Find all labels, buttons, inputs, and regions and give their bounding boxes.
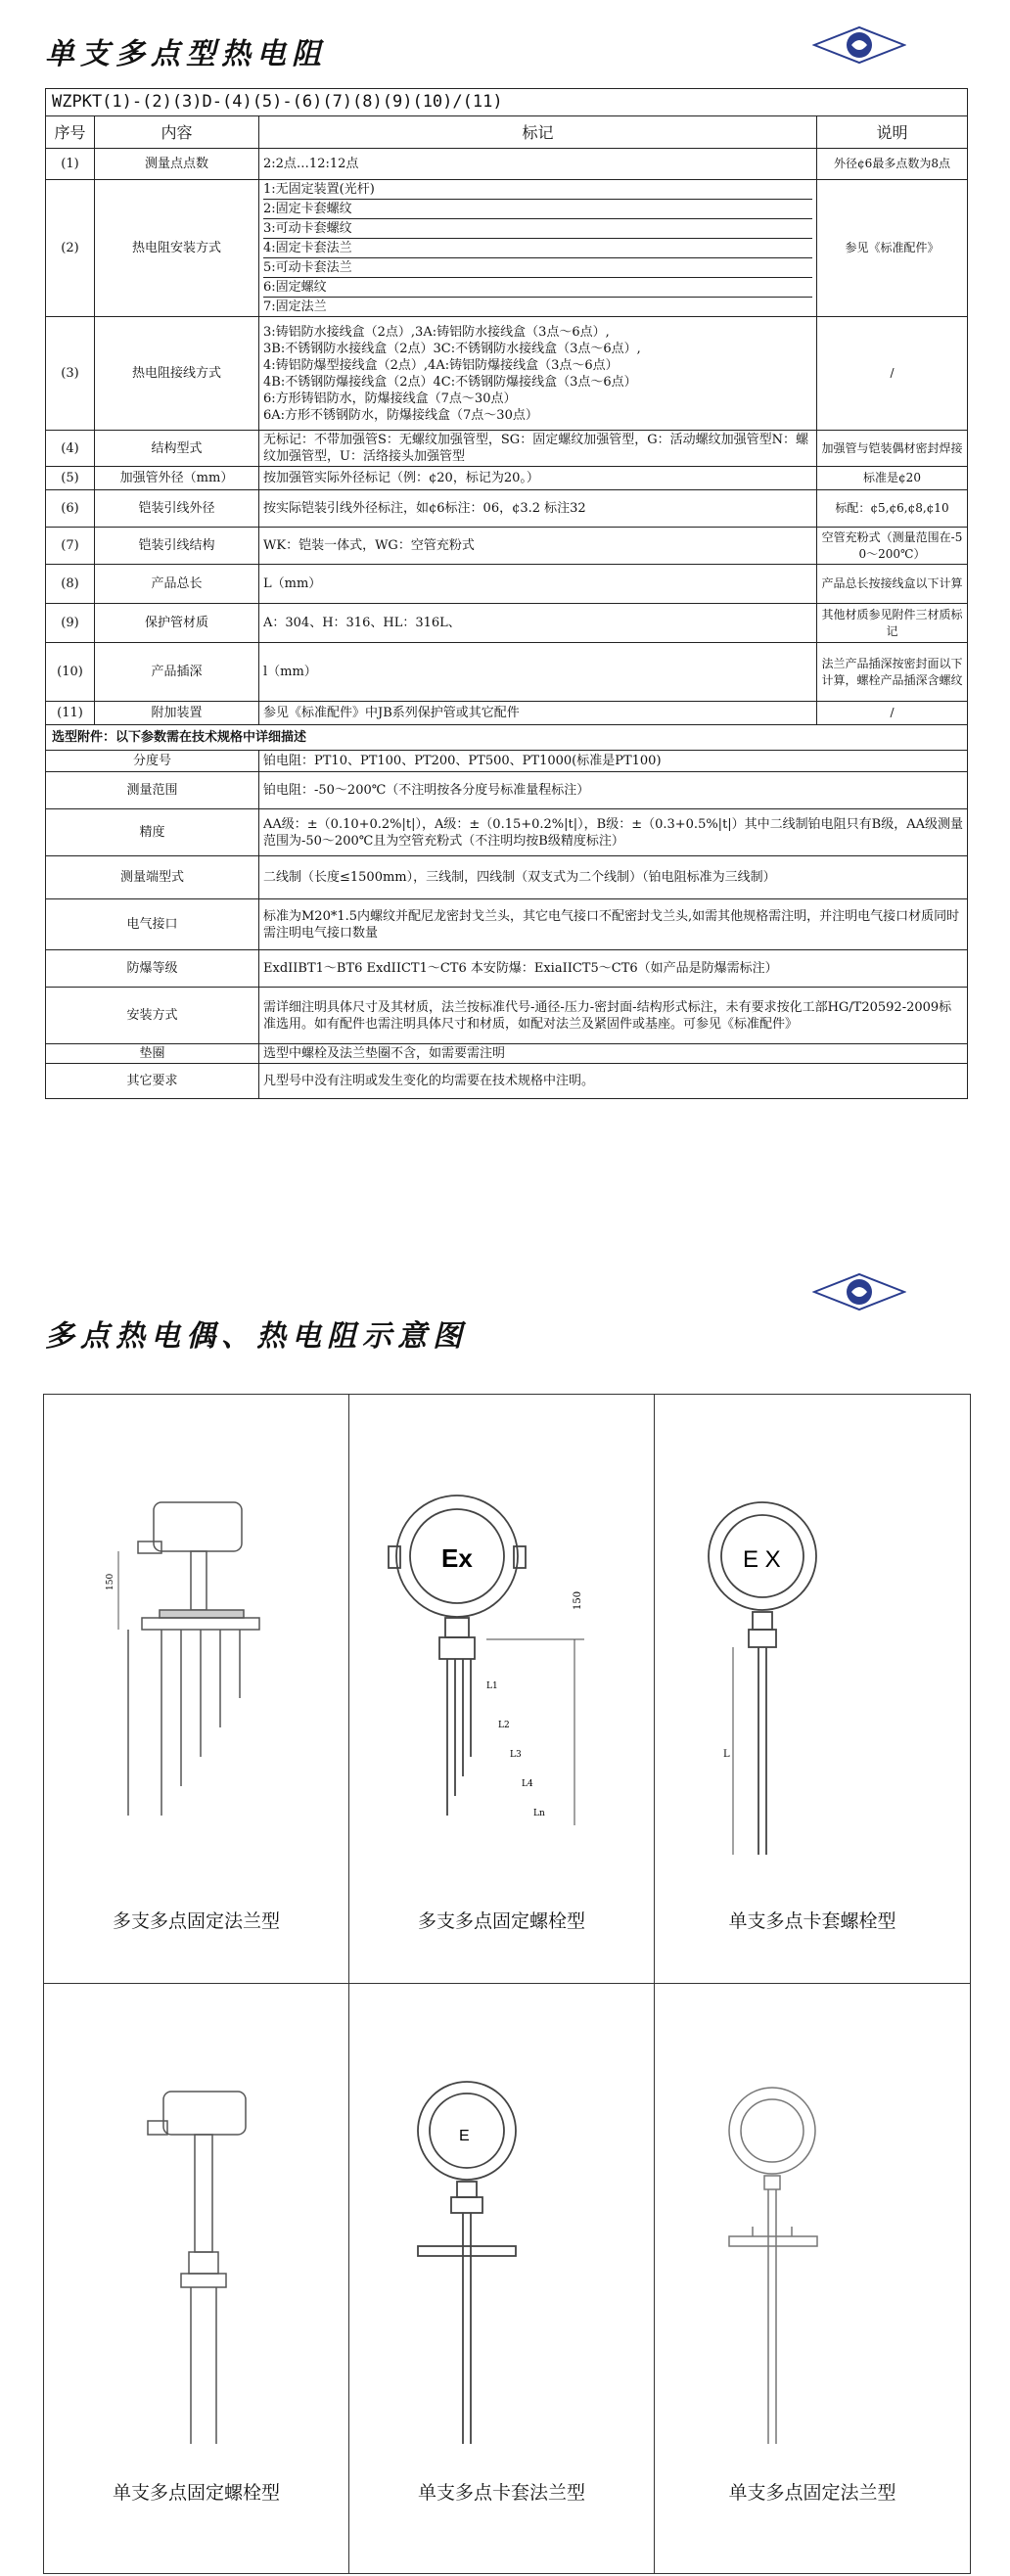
single-fixed-bolt-drawing bbox=[44, 1984, 349, 2493]
spec-mark-line: 3:铸铝防水接线盒（2点）,3A:铸铝防水接线盒（3点～6点）, bbox=[263, 324, 610, 340]
spec-row bbox=[46, 565, 968, 604]
page-title: 单支多点型热电阻 bbox=[45, 37, 327, 71]
spec-note: 参见《标准配件》 bbox=[817, 180, 968, 317]
caption-6: 单支多点固定法兰型 bbox=[728, 2482, 896, 2504]
spec-content: 产品插深 bbox=[95, 643, 259, 702]
brand-logo-2 bbox=[812, 1272, 906, 1311]
selection-value: AA级：±（0.10+0.2%|t|），A级：±（0.15+0.2%|t|），B级：±（0.3+0.5%|t|）其中二线制铂电阻只有B级，AA级测量范围为-50～200℃且为空管充粉式（不注明均按B级精度标注） bbox=[259, 809, 968, 856]
selection-row bbox=[46, 988, 968, 1044]
diagram-title: 多点热电偶、热电阻示意图 bbox=[45, 1319, 468, 1354]
selection-label: 其它要求 bbox=[46, 1064, 259, 1099]
caption-4: 单支多点固定螺栓型 bbox=[112, 2482, 280, 2504]
col-header-no: 序号 bbox=[46, 116, 95, 149]
spec-mark-line: A：304、H：316、HL：316L、 bbox=[263, 616, 461, 630]
spec-marks bbox=[259, 180, 817, 317]
spec-note: / bbox=[817, 702, 968, 725]
spec-row bbox=[46, 490, 968, 528]
dim-label-L: L bbox=[723, 1749, 730, 1760]
selection-table bbox=[45, 724, 968, 1099]
spec-no: (9) bbox=[46, 604, 95, 643]
selection-value: 铂电阻：PT10、PT100、PT200、PT500、PT1000(标准是PT100) bbox=[259, 751, 968, 772]
spec-mark-line: l（mm） bbox=[263, 665, 317, 679]
selection-value: 铂电阻：-50～200℃（不注明按各分度号标准量程标注） bbox=[259, 772, 968, 809]
diagram-cell-5 bbox=[349, 1984, 655, 2573]
selection-row bbox=[46, 856, 968, 899]
spec-mark-line: 4B:不锈钢防爆接线盒（2点）4C:不锈钢防爆接线盒（3点～6点） bbox=[263, 374, 637, 390]
model-code: WZPKT(1)-(2)(3)D-(4)(5)-(6)(7)(8)(9)(10)/(11) bbox=[46, 89, 968, 116]
caption-3: 单支多点卡套螺栓型 bbox=[728, 1910, 896, 1932]
spec-table bbox=[45, 88, 968, 725]
single-ferrule-flange-drawing bbox=[349, 1984, 655, 2493]
col-header-content: 内容 bbox=[95, 116, 259, 149]
selection-title: 选型附件：以下参数需在技术规格中详细描述 bbox=[46, 725, 968, 751]
spec-mark-line: 1:无固定装置(光杆) bbox=[263, 180, 812, 200]
ex-mark-3: E bbox=[459, 2128, 470, 2144]
selection-label: 分度号 bbox=[46, 751, 259, 772]
selection-row bbox=[46, 772, 968, 809]
spec-row bbox=[46, 643, 968, 702]
dim-label-L4: L4 bbox=[522, 1779, 533, 1789]
spec-mark-line: 5:可动卡套法兰 bbox=[263, 258, 812, 278]
dim-label-L1: L1 bbox=[486, 1681, 498, 1691]
selection-row bbox=[46, 950, 968, 988]
caption-5: 单支多点卡套法兰型 bbox=[417, 2482, 585, 2504]
spec-content: 热电阻接线方式 bbox=[95, 317, 259, 431]
col-header-note: 说明 bbox=[817, 116, 968, 149]
spec-no: (2) bbox=[46, 180, 95, 317]
spec-mark-line: WK：铠装一体式，WG：空管充粉式 bbox=[263, 538, 475, 553]
spec-marks bbox=[259, 643, 817, 702]
selection-value: 二线制（长度≤1500mm），三线制，四线制（双支式为二个线制）（铂电阻标准为三线制） bbox=[259, 856, 968, 899]
spec-note: 加强管与铠装偶材密封焊接 bbox=[817, 431, 968, 467]
selection-row bbox=[46, 809, 968, 856]
selection-row bbox=[46, 751, 968, 772]
spec-content: 产品总长 bbox=[95, 565, 259, 604]
spec-mark-line: 7:固定法兰 bbox=[263, 299, 327, 314]
dim-label-L3: L3 bbox=[510, 1750, 522, 1760]
spec-marks bbox=[259, 317, 817, 431]
spec-note: 法兰产品插深按密封面以下计算，螺栓产品插深含螺纹 bbox=[817, 643, 968, 702]
spec-no: (6) bbox=[46, 490, 95, 528]
spec-no: (5) bbox=[46, 467, 95, 490]
selection-label: 测量范围 bbox=[46, 772, 259, 809]
selection-label: 测量端型式 bbox=[46, 856, 259, 899]
spec-row bbox=[46, 431, 968, 467]
spec-marks bbox=[259, 149, 817, 180]
spec-mark-line: 无标记：不带加强管S：无螺纹加强管型，SG：固定螺纹加强管型，G：活动螺纹加强管型N：螺纹加强管型，U：活络接头加强管型 bbox=[263, 433, 808, 464]
spec-row bbox=[46, 180, 968, 317]
spec-note: 外径¢6最多点数为8点 bbox=[817, 149, 968, 180]
selection-value: ExdIIBT1～BT6 ExdIICT1～CT6 本安防爆：ExiaIICT5～CT6（如产品是防爆需标注） bbox=[259, 950, 968, 988]
selection-value: 需详细注明具体尺寸及其材质，法兰按标准代号-通径-压力-密封面-结构形式标注，未有要求按化工部HG/T20592-2009标准选用。如有配件也需注明具体尺寸和材质，如配对法兰及紧固件或基座。可参见《标准配件》 bbox=[259, 988, 968, 1044]
caption-1: 多支多点固定法兰型 bbox=[112, 1910, 280, 1932]
spec-content: 热电阻安装方式 bbox=[95, 180, 259, 317]
spec-content: 测量点点数 bbox=[95, 149, 259, 180]
spec-mark-line: 6A:方形不锈钢防水，防爆接线盒（7点～30点） bbox=[263, 407, 538, 423]
selection-row bbox=[46, 1064, 968, 1099]
spec-marks bbox=[259, 467, 817, 490]
spec-note: 空管充粉式（测量范围在-50～200℃） bbox=[817, 528, 968, 565]
selection-value: 标准为M20*1.5内螺纹并配尼龙密封戈兰头，其它电气接口不配密封戈兰头,如需其他规格需注明，并注明电气接口材质同时需注明电气接口数量 bbox=[259, 899, 968, 950]
spec-row bbox=[46, 317, 968, 431]
selection-label: 垫圈 bbox=[46, 1044, 259, 1064]
spec-row bbox=[46, 702, 968, 725]
dim-label-150b: 150 bbox=[573, 1590, 583, 1610]
spec-marks bbox=[259, 565, 817, 604]
spec-content: 保护管材质 bbox=[95, 604, 259, 643]
spec-mark-line: 2:2点…12:12点 bbox=[263, 157, 359, 171]
dim-label-Ln: Ln bbox=[533, 1809, 545, 1818]
spec-marks bbox=[259, 431, 817, 467]
spec-note: / bbox=[817, 317, 968, 431]
diagram-cell-4 bbox=[44, 1984, 349, 2573]
selection-label: 电气接口 bbox=[46, 899, 259, 950]
diagram-grid bbox=[43, 1394, 971, 2574]
spec-row bbox=[46, 528, 968, 565]
ex-mark-2: E X bbox=[743, 1546, 781, 1573]
spec-mark-line: 6:方形铸铝防水，防爆接线盒（7点～30点） bbox=[263, 391, 517, 406]
selection-row bbox=[46, 1044, 968, 1064]
spec-note: 其他材质参见附件三材质标记 bbox=[817, 604, 968, 643]
diagram-cell-2 bbox=[349, 1395, 655, 1984]
spec-marks bbox=[259, 490, 817, 528]
spec-note: 产品总长按接线盒以下计算 bbox=[817, 565, 968, 604]
selection-row bbox=[46, 899, 968, 950]
spec-marks bbox=[259, 528, 817, 565]
spec-note: 标配：¢5,¢6,¢8,¢10 bbox=[817, 490, 968, 528]
spec-content: 加强管外径（mm） bbox=[95, 467, 259, 490]
multi-bolt-drawing bbox=[349, 1395, 655, 1904]
selection-label: 安装方式 bbox=[46, 988, 259, 1044]
spec-content: 结构型式 bbox=[95, 431, 259, 467]
spec-no: (3) bbox=[46, 317, 95, 431]
dim-label-L2: L2 bbox=[498, 1721, 510, 1730]
dim-label-150: 150 bbox=[106, 1573, 115, 1590]
spec-no: (4) bbox=[46, 431, 95, 467]
spec-mark-line: 参见《标准配件》中JB系列保护管或其它配件 bbox=[263, 706, 520, 720]
selection-label: 精度 bbox=[46, 809, 259, 856]
spec-no: (1) bbox=[46, 149, 95, 180]
spec-content: 铠装引线外径 bbox=[95, 490, 259, 528]
spec-mark-line: 4:铸铝防爆型接线盒（2点）,4A:铸铝防爆接线盒（3点～6点） bbox=[263, 357, 619, 373]
spec-mark-line: 6:固定螺纹 bbox=[263, 278, 812, 298]
diagram-cell-1 bbox=[44, 1395, 349, 1984]
ex-mark-1: Ex bbox=[441, 1543, 473, 1573]
caption-2: 多支多点固定螺栓型 bbox=[417, 1910, 585, 1932]
diagram-cell-6 bbox=[655, 1984, 970, 2573]
spec-mark-line: 2:固定卡套螺纹 bbox=[263, 200, 812, 219]
spec-marks bbox=[259, 702, 817, 725]
spec-no: (7) bbox=[46, 528, 95, 565]
spec-no: (11) bbox=[46, 702, 95, 725]
spec-mark-line: 3:可动卡套螺纹 bbox=[263, 219, 812, 239]
spec-content: 附加装置 bbox=[95, 702, 259, 725]
spec-row bbox=[46, 467, 968, 490]
spec-content: 铠装引线结构 bbox=[95, 528, 259, 565]
spec-no: (8) bbox=[46, 565, 95, 604]
spec-mark-line: L（mm） bbox=[263, 576, 322, 591]
spec-row bbox=[46, 149, 968, 180]
spec-mark-line: 按实际铠装引线外径标注，如¢6标注：06，¢3.2 标注32 bbox=[263, 501, 586, 516]
single-fixed-flange-drawing bbox=[655, 1984, 970, 2493]
spec-note: 标准是¢20 bbox=[817, 467, 968, 490]
diagram-cell-3 bbox=[655, 1395, 970, 1984]
brand-logo bbox=[812, 25, 906, 65]
multi-flange-drawing bbox=[44, 1395, 349, 1904]
selection-label: 防爆等级 bbox=[46, 950, 259, 988]
selection-value: 选型中螺栓及法兰垫圈不含，如需要需注明 bbox=[259, 1044, 968, 1064]
spec-mark-line: 按加强管实际外径标记（例：¢20，标记为20。） bbox=[263, 471, 539, 485]
spec-mark-line: 3B:不锈钢防水接线盒（2点）3C:不锈钢防水接线盒（3点～6点）, bbox=[263, 341, 641, 356]
spec-row bbox=[46, 604, 968, 643]
spec-marks bbox=[259, 604, 817, 643]
spec-no: (10) bbox=[46, 643, 95, 702]
single-ferrule-bolt-drawing bbox=[655, 1395, 970, 1904]
spec-mark-line: 4:固定卡套法兰 bbox=[263, 239, 812, 258]
selection-value: 凡型号中没有注明或发生变化的均需要在技术规格中注明。 bbox=[259, 1064, 968, 1099]
col-header-mark: 标记 bbox=[259, 116, 817, 149]
